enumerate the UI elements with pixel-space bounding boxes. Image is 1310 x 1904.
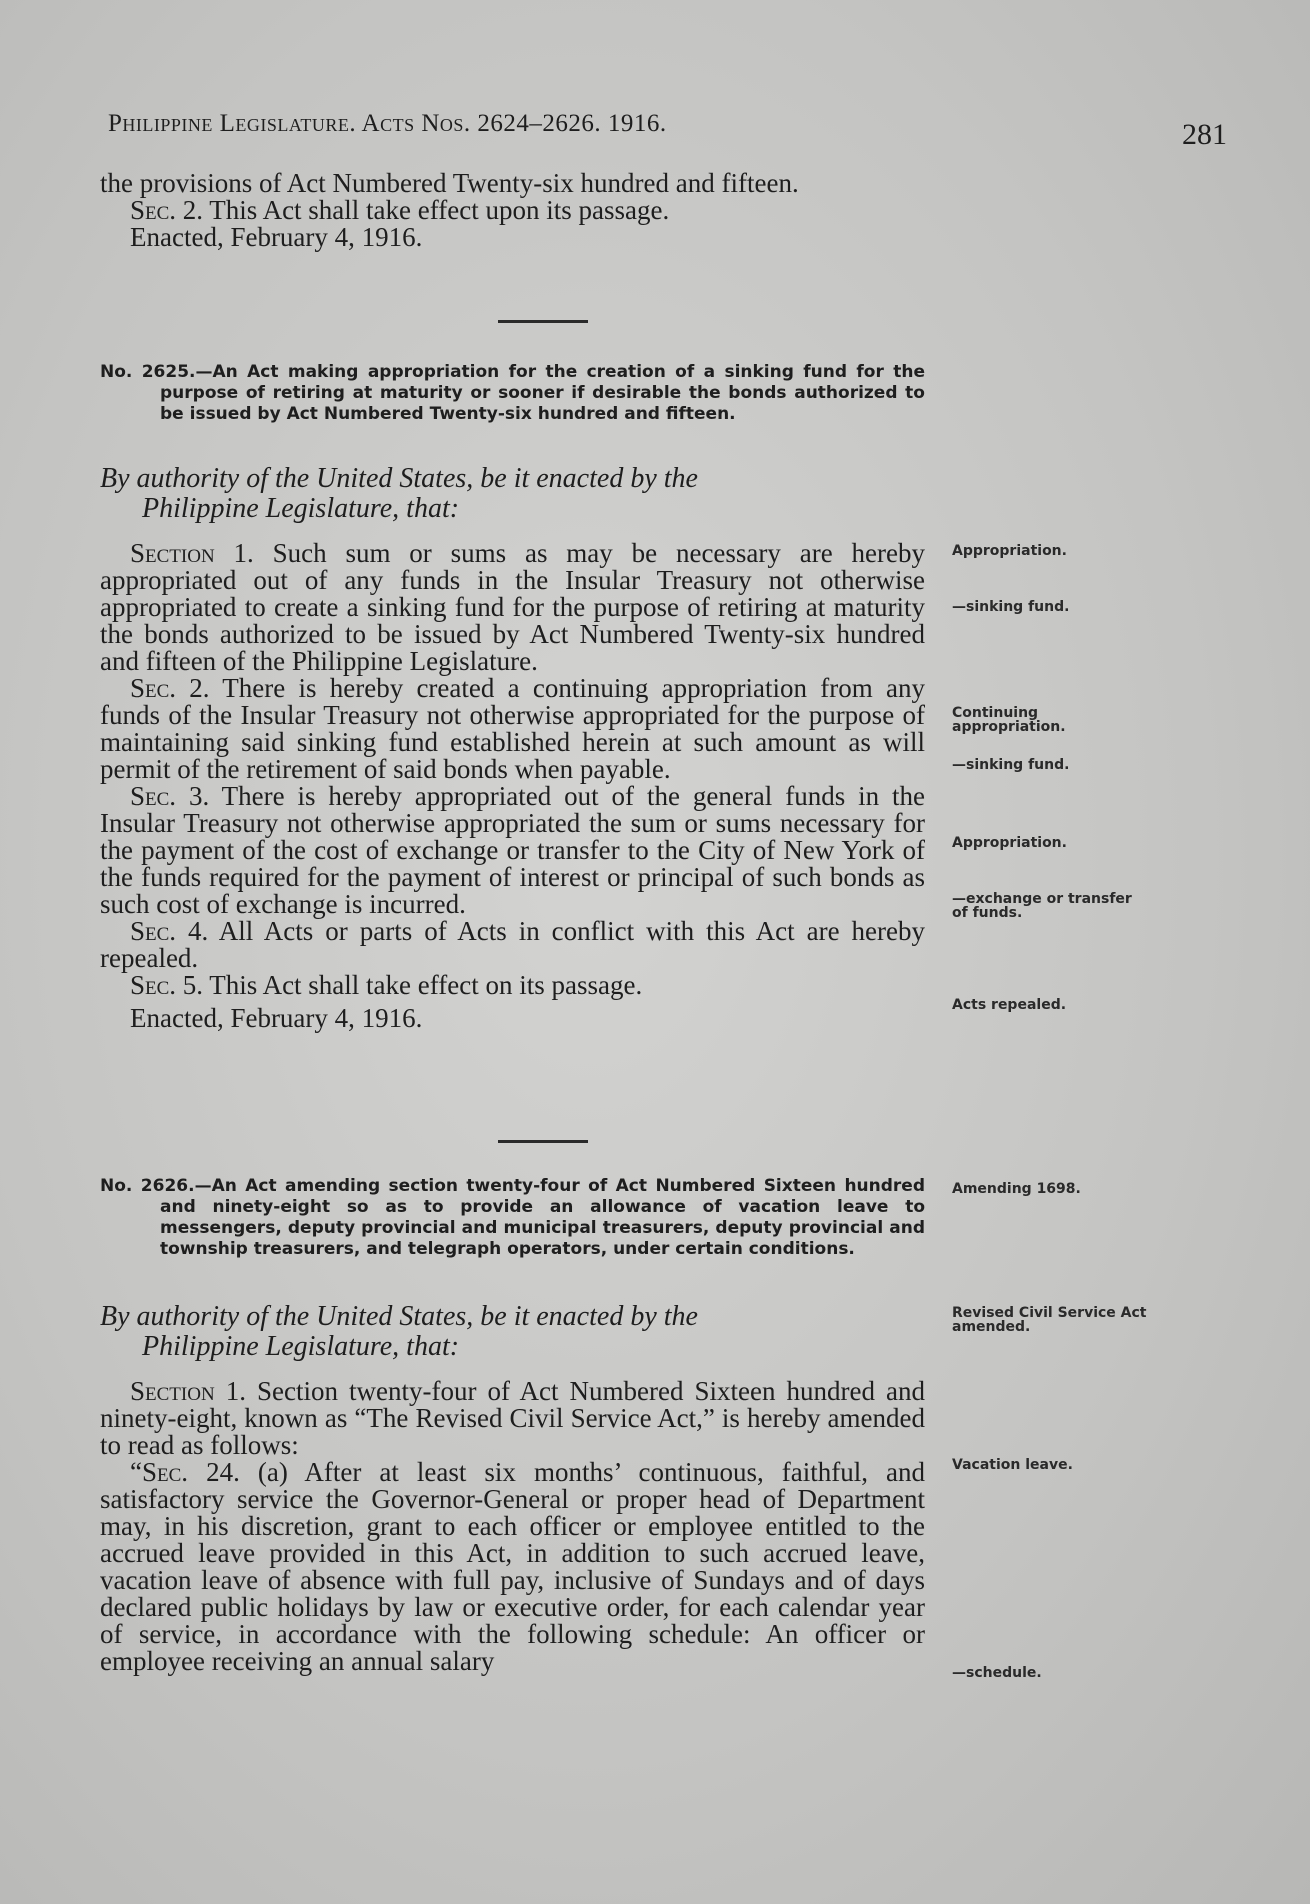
act-title-text: No. 2625.—An Act making appropriation for the creation of a sinking fund for the purpose of retiring at maturity or sooner if desirable the bonds authorized to be issued by Act Numbered Twenty-six hundred and fifteen. [100,362,925,424]
section-text: Section twenty-four of Act Numbered Sixteen hundred and ninety-eight, known as “The Revised Civil Service Act,” is hereby amended to read as follows: [100,1376,925,1460]
margin-note-exchange: —exchange or transfer of funds. [952,891,1132,921]
margin-note-amending: Amending 1698. [952,1181,1081,1197]
enacting-line-1: By authority of the United States, be it enacted by the [100,463,698,494]
enacted-date: Enacted, February 4, 1916. [130,222,423,252]
act-2625-enacting-clause [100,464,930,524]
section-label: “Sec. 24. [130,1457,240,1487]
enacted-date: Enacted, February 4, 1916. [130,1003,423,1033]
section-text: This Act shall take effect on its passage. [203,970,643,1000]
section-label: Sec. 3. [130,781,210,811]
act-title-text: No. 2626.—An Act amending section twenty-four of Act Numbered Sixteen hundred and ninety-eight so as to provide an allowance of vacation leave to messengers, deputy provincial and municipal treasurers, deputy provincial and township treasurers, and telegraph operators, under certain conditions. [100,1176,925,1259]
margin-note-continuing-appropriation: Continuing appropriation. [952,705,1066,735]
section-label: Sec. 2. [130,673,210,703]
section-4 [100,918,925,972]
running-head: Philippine Legislature. Acts Nos. 2624–2626. 1916. [108,110,667,137]
act-2626-enacting-clause [100,1302,930,1362]
section-label: Section 1. [130,538,254,568]
section-3 [100,783,925,918]
paragraph: the provisions of Act Numbered Twenty-six hundred and fifteen. [100,168,799,198]
page-number: 281 [1182,118,1227,151]
divider [498,320,588,323]
margin-note-appropriation-2: Appropriation. [952,835,1067,851]
section-1 [100,1378,925,1459]
act-2626-body [100,1378,925,1675]
act-2626-title [100,1176,925,1260]
section-text: Such sum or sums as may be necessary are hereby appropriated out of any funds in the Insular Treasury not otherwise appropriated to create a sinking fund for the purpose of retiring at maturity the bonds authorized to be issued by Act Numbered Twenty-six hundred and fifteen of the Philippine Legislature. [100,538,925,676]
section-text: This Act shall take effect upon its passage. [203,195,670,225]
margin-note-acts-repealed: Acts repealed. [952,997,1067,1013]
enacting-line-2: Philippine Legislature, that: [142,493,460,524]
section-24 [100,1459,925,1675]
section-label: Sec. 5. [130,970,204,1000]
act-2624-end [100,170,925,251]
section-text: There is hereby created a continuing appropriation from any funds of the Insular Treasury not otherwise appropriated for the purpose of maintaining said sinking fund established herein at such amount as will permit of the retirement of said bonds when payable. [100,673,925,784]
margin-note-vacation-leave: Vacation leave. [952,1457,1073,1473]
section-text: There is hereby appropriated out of the general funds in the Insular Treasury not otherwise appropriated the sum or sums necessary for the payment of the cost of exchange or transfer to the City of New York of the funds required for the payment of interest or principal of such bonds as such cost of exchange is incurred. [100,781,926,919]
margin-note-revised-act: Revised Civil Service Act amended. [952,1305,1147,1335]
section-label: Sec. 2. [130,195,204,225]
act-2625-body [100,540,925,1032]
section-text: (a) After at least six months’ continuous, faithful, and satisfactory service the Governor-General or proper head of Department may, in his discretion, grant to each officer or employee entitled to the accrued leave provided in this Act, in addition to such accrued leave, vacation leave of absence with full pay, inclusive of Sundays and of days declared public holidays by law or executive order, for each calendar year of service, in accordance with the following schedule: An officer or employee receiving an annual salary [100,1457,925,1676]
section-1 [100,540,925,675]
section-2 [100,197,925,224]
section-label: Section 1. [130,1376,246,1406]
margin-note-appropriation: Appropriation. [952,543,1067,559]
section-label: Sec. 4. [130,916,209,946]
section-5 [100,972,925,999]
margin-note-sinking-fund-2: —sinking fund. [952,757,1070,773]
margin-note-schedule: —schedule. [952,1665,1042,1681]
act-2625-title [100,362,925,425]
divider [498,1140,588,1143]
enacting-line-1: By authority of the United States, be it enacted by the [100,1301,698,1332]
section-text: All Acts or parts of Acts in conflict with this Act are hereby repealed. [100,916,926,973]
enacting-line-2: Philippine Legislature, that: [142,1331,460,1362]
margin-note-sinking-fund: —sinking fund. [952,599,1070,615]
section-2 [100,675,925,783]
